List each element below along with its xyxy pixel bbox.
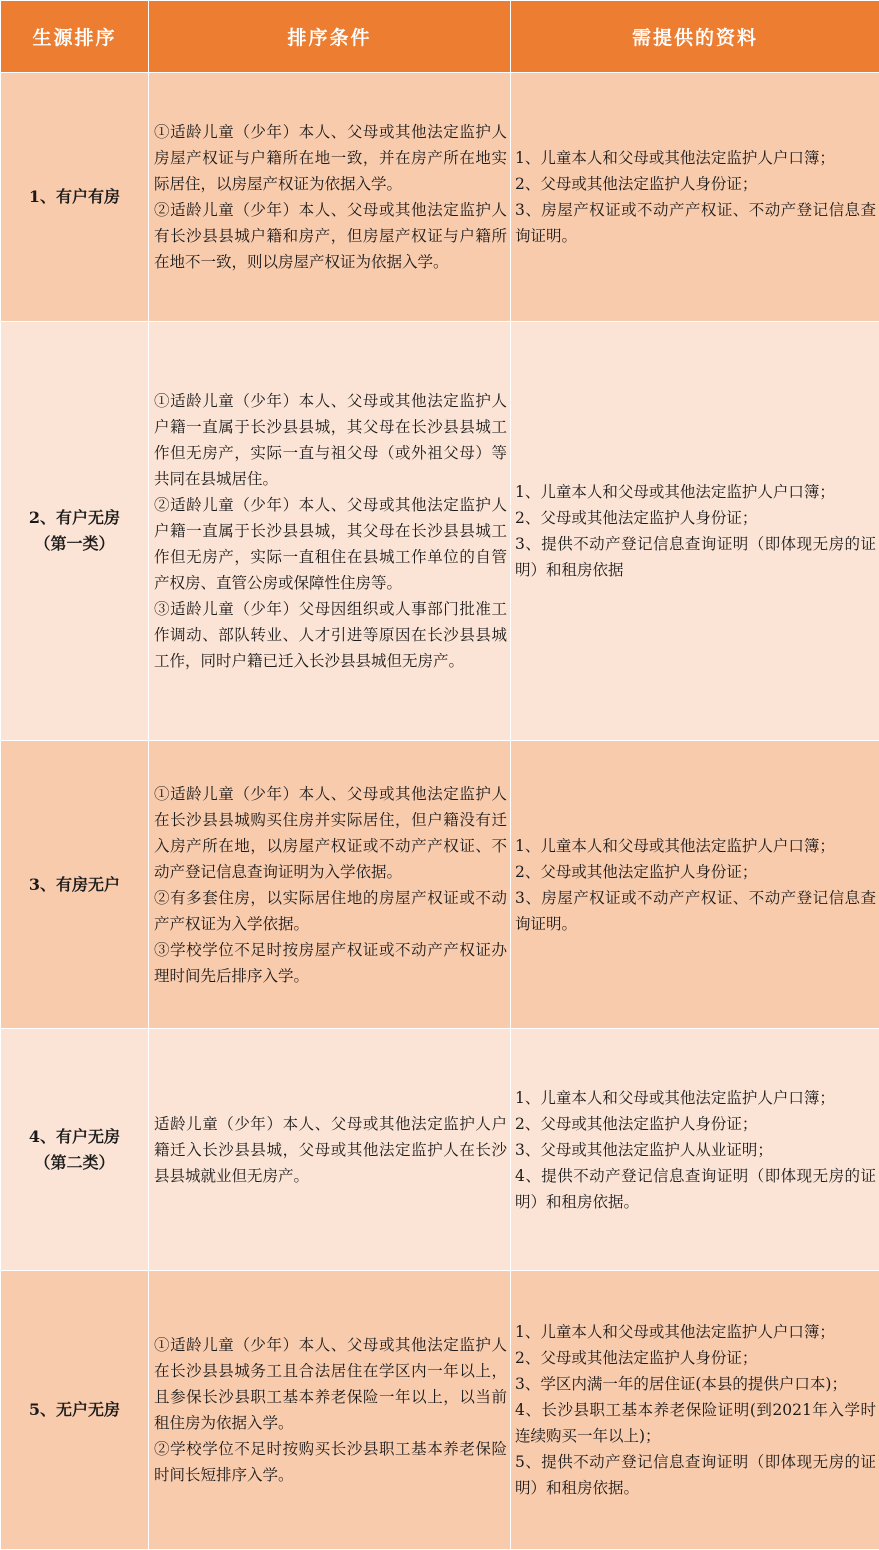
category-sublabel: （第一类） xyxy=(34,534,115,553)
condition-item: ①适龄儿童（少年）本人、父母或其他法定监护人在长沙县县城购买住房并实际居住，但户籍没有迁入房产所在地，以房屋产权证或不动产产权证、不动产登记信息查询证明为入学依据。 xyxy=(154,784,507,881)
documents-cell xyxy=(511,741,879,1029)
category-cell xyxy=(1,73,149,322)
table-row xyxy=(1,73,879,322)
document-item: 2、父母或其他法定监护人身份证； xyxy=(515,1349,758,1367)
condition-item: ②适龄儿童（少年）本人、父母或其他法定监护人户籍一直属于长沙县县城，其父母在长沙县县城工作但无房产，实际一直租住在县城工作单位的自管产权房、直管公房或保障性住房等。 xyxy=(154,496,507,592)
header-required-documents: 需提供的资料 xyxy=(511,1,879,73)
category-cell xyxy=(1,1029,149,1271)
header-row xyxy=(1,1,879,73)
table-row xyxy=(1,1029,879,1271)
category-cell xyxy=(1,322,149,741)
category-label: 5、无户无房 xyxy=(28,1400,121,1419)
document-item: 4、长沙县职工基本养老保险证明(到2021年入学时连续购买一年以上)； xyxy=(515,1401,876,1445)
condition-item: ①适龄儿童（少年）本人、父母或其他法定监护人在长沙县县城务工且合法居住在学区内一年以上，且参保长沙县职工基本养老保险一年以上，以当前租住房为依据入学。 xyxy=(154,1336,507,1432)
document-item: 2、父母或其他法定监护人身份证； xyxy=(515,862,758,881)
condition-item: ③学校学位不足时按房屋产权证或不动产产权证办理时间先后排序入学。 xyxy=(154,940,507,985)
document-item: 4、提供不动产登记信息查询证明（即体现无房的证明）和租房依据。 xyxy=(515,1166,876,1211)
category-sublabel: （第二类） xyxy=(34,1152,115,1172)
document-item: 3、房屋产权证或不动产产权证、不动产登记信息查询证明。 xyxy=(515,201,876,245)
table-row xyxy=(1,322,879,741)
document-item: 2、父母或其他法定监护人身份证； xyxy=(515,1114,758,1133)
document-item: 3、房屋产权证或不动产产权证、不动产登记信息查询证明。 xyxy=(515,888,876,933)
conditions-cell xyxy=(149,1271,511,1550)
condition-item: ①适龄儿童（少年）本人、父母或其他法定监护人户籍一直属于长沙县县城，其父母在长沙县县城工作但无房产，实际一直与祖父母（或外祖父母）等共同在县城居住。 xyxy=(154,392,507,488)
document-item: 3、学区内满一年的居住证(本县的提供户口本)； xyxy=(515,1375,847,1393)
category-label: 3、有房无户 xyxy=(28,874,121,894)
conditions-cell xyxy=(149,73,511,322)
documents-cell xyxy=(511,73,879,322)
table-row xyxy=(1,1271,879,1550)
conditions-cell xyxy=(149,741,511,1029)
document-item: 3、提供不动产登记信息查询证明（即体现无房的证明）和租房依据 xyxy=(515,535,876,579)
document-item: 1、儿童本人和父母或其他法定监护人户口簿； xyxy=(515,483,835,501)
document-item: 3、父母或其他法定监护人从业证明； xyxy=(515,1140,773,1159)
condition-item: ①适龄儿童（少年）本人、父母或其他法定监护人房屋产权证与户籍所在地一致，并在房产所在地实际居住，以房屋产权证为依据入学。 xyxy=(154,123,507,193)
category-label: 1、有户有房 xyxy=(28,187,121,206)
category-cell xyxy=(1,1271,149,1550)
header-student-order: 生源排序 xyxy=(1,1,149,73)
conditions-cell xyxy=(149,322,511,741)
document-item: 2、父母或其他法定监护人身份证； xyxy=(515,175,758,193)
document-item: 1、儿童本人和父母或其他法定监护人户口簿； xyxy=(515,149,835,167)
category-cell xyxy=(1,741,149,1029)
condition-item: ③适龄儿童（少年）父母因组织或人事部门批准工作调动、部队转业、人才引进等原因在长沙县县城工作，同时户籍已迁入长沙县县城但无房产。 xyxy=(154,600,507,670)
documents-cell xyxy=(511,322,879,741)
conditions-cell xyxy=(149,1029,511,1271)
condition-item: ②学校学位不足时按购买长沙县职工基本养老保险时间长短排序入学。 xyxy=(154,1440,507,1484)
table-row xyxy=(1,741,879,1029)
category-label: 4、有户无房 xyxy=(28,1126,121,1146)
document-item: 1、儿童本人和父母或其他法定监护人户口簿； xyxy=(515,1088,835,1107)
condition-item: ②有多套住房，以实际居住地的房屋产权证或不动产产权证为入学依据。 xyxy=(154,888,507,933)
document-item: 1、儿童本人和父母或其他法定监护人户口簿； xyxy=(515,836,835,855)
category-label: 2、有户无房 xyxy=(28,508,121,527)
condition-item: ②适龄儿童（少年）本人、父母或其他法定监护人有长沙县县城户籍和房产，但房屋产权证与户籍所在地不一致，则以房屋产权证为依据入学。 xyxy=(154,201,507,271)
documents-cell xyxy=(511,1271,879,1550)
header-order-conditions: 排序条件 xyxy=(149,1,511,73)
condition-item: 适龄儿童（少年）本人、父母或其他法定监护人户籍迁入长沙县县城，父母或其他法定监护人在长沙县县城就业但无房产。 xyxy=(154,1114,507,1185)
document-item: 2、父母或其他法定监护人身份证； xyxy=(515,509,758,527)
document-item: 1、儿童本人和父母或其他法定监护人户口簿； xyxy=(515,1323,835,1341)
documents-cell xyxy=(511,1029,879,1271)
document-item: 5、提供不动产登记信息查询证明（即体现无房的证明）和租房依据。 xyxy=(515,1453,876,1497)
